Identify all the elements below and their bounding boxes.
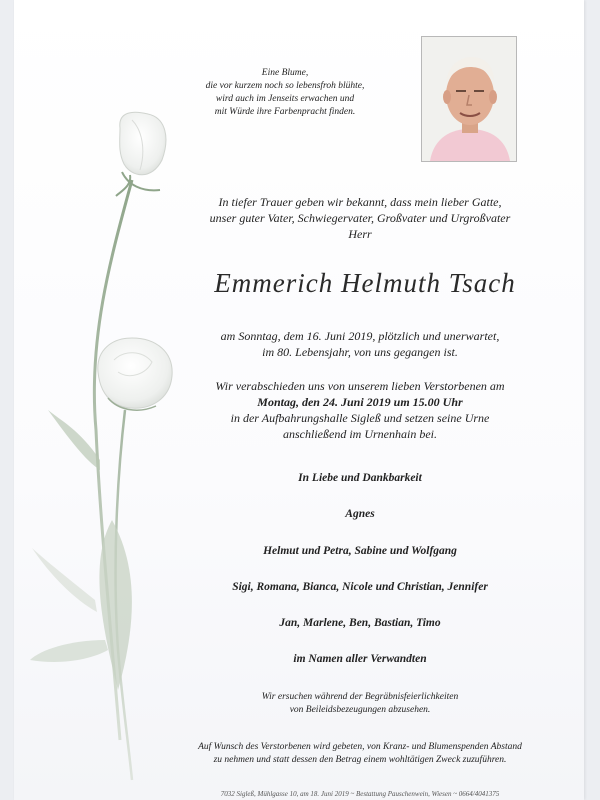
- death-notice: [150, 328, 570, 360]
- mourner-line: Agnes: [345, 508, 375, 520]
- verse-line: die vor kurzem noch so lebensfroh blühte,: [205, 81, 365, 91]
- death-line: im 80. Lebensjahr, von uns gegangen ist.: [262, 345, 458, 359]
- request-line: von Beileidsbezeugungen abzusehen.: [289, 705, 431, 715]
- death-line: am Sonntag, dem 16. Juni 2019, plötzlich und unerwartet,: [220, 329, 500, 343]
- verse-line: Eine Blume,: [261, 68, 309, 78]
- memorial-verse: [190, 67, 380, 119]
- mourner-line: Helmut und Petra, Sabine und Wolfgang: [263, 545, 457, 557]
- portrait-photo: [421, 36, 517, 162]
- announcement-intro: [150, 194, 570, 242]
- donation-wish: [140, 741, 580, 767]
- intro-line: Herr: [348, 227, 372, 241]
- mourner-line: Sigi, Romana, Bianca, Nicole und Christian, Jennifer: [232, 581, 488, 593]
- funeral-line: Wir verabschieden uns von unserem lieben Verstorbenen am: [215, 379, 505, 393]
- intro-line: In tiefer Trauer geben wir bekannt, dass mein lieber Gatte,: [218, 195, 502, 209]
- intro-line: unser guter Vater, Schwiegervater, Großvater und Urgroßvater: [209, 211, 511, 225]
- deceased-name: Emmerich Helmuth Tsach: [214, 268, 516, 298]
- funeral-line: anschließend im Urnenhain bei.: [283, 427, 437, 441]
- wish-line: zu nehmen und statt dessen den Betrag einem wohltätigen Zweck zuzuführen.: [213, 755, 507, 765]
- funeral-line: in der Aufbahrungshalle Sigleß und setzen seine Urne: [230, 411, 490, 425]
- mourner-line: In Liebe und Dankbarkeit: [298, 472, 422, 484]
- verse-line: wird auch im Jenseits erwachen und: [215, 94, 355, 104]
- funeral-details: [150, 378, 570, 442]
- request-line: Wir ersuchen während der Begräbnisfeierlichkeiten: [261, 692, 459, 702]
- wish-line: Auf Wunsch des Verstorbenen wird gebeten, von Kranz- und Blumenspenden Abstand: [198, 742, 522, 752]
- verse-line: mit Würde ihre Farbenpracht finden.: [214, 107, 356, 117]
- condolence-request: [150, 691, 570, 717]
- mourner-line: im Namen aller Verwandten: [293, 653, 427, 665]
- funeral-date-time: Montag, den 24. Juni 2019 um 15.00 Uhr: [257, 395, 463, 409]
- mourner-line: Jan, Marlene, Ben, Bastian, Timo: [279, 617, 441, 629]
- footer-address: 7032 Sigleß, Mühlgasse 10, am 18. Juni 2019 ~ Bestattung Pauschenwein, Wiesen ~ 0664/4041375: [220, 790, 500, 798]
